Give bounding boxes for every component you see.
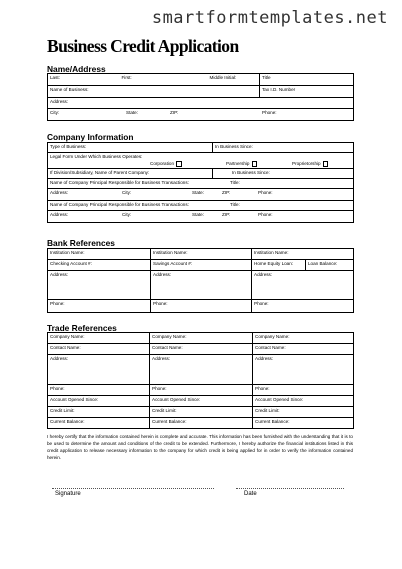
section-heading-trade-references: Trade References [47, 323, 117, 333]
principal-2-field[interactable]: Name of Company Principal Responsible for Business Transactions: Title: [48, 201, 354, 211]
principal-1-field[interactable]: Name of Company Principal Responsible for Business Transactions: Title: [48, 179, 354, 189]
trade-2-credit-limit[interactable]: Credit Limit: [150, 407, 253, 418]
trade-1-phone[interactable]: Phone: [48, 385, 150, 396]
bank-3-phone[interactable]: Phone: [252, 300, 354, 313]
principal-1-address-row[interactable]: Address: City: State: ZIP: Phone: [48, 189, 354, 201]
title-field[interactable]: Title [260, 74, 354, 86]
trade-2-current-balance[interactable]: Current Balance: [150, 418, 253, 429]
name-address-table [47, 73, 354, 121]
partnership-checkbox[interactable] [252, 161, 258, 167]
page-title: Business Credit Application [47, 36, 239, 56]
proprietorship-checkbox[interactable] [323, 161, 329, 167]
proprietorship-option[interactable]: Proprietorship [292, 161, 328, 167]
trade-2-address[interactable]: Address: [150, 355, 253, 385]
site-watermark: smartformtemplates.net [151, 8, 388, 28]
trade-1-address[interactable]: Address: [48, 355, 150, 385]
address-field[interactable]: Address: [48, 98, 354, 109]
section-heading-company-info: Company Information [47, 132, 134, 142]
tax-id-field[interactable]: Tax I.D. Number [260, 86, 354, 98]
date-line[interactable] [236, 488, 344, 489]
city-state-zip-phone-row[interactable]: City: State: ZIP: Phone: [48, 109, 354, 121]
trade-1-account-opened[interactable]: Account Opened Since: [48, 396, 150, 407]
certification-statement: I hereby certify that the information contained herein is complete and accurate. This information has been furnished with the understanding that it is to be used to determine the amount and conditions of the credit to be extended. Furthermore, I hereby authorize the financial institutions listed in this credit application to release necessary information to the company for which credit is being applied for in order to verify the information contained herein. [47, 434, 353, 460]
home-equity-loan-field[interactable]: Home Equity Loan: [252, 260, 306, 271]
partnership-option[interactable]: Partnership [226, 161, 257, 167]
business-name-field[interactable]: Name of Business: [48, 86, 260, 98]
trade-3-address[interactable]: Address: [253, 355, 354, 385]
trade-3-contact-name[interactable]: Contact Name: [253, 344, 354, 355]
bank-1-phone[interactable]: Phone: [48, 300, 151, 313]
bank-1-address[interactable]: Address: [48, 271, 151, 300]
checking-account-field[interactable]: Checking Account #: [48, 260, 151, 271]
section-heading-bank-references: Bank References [47, 238, 115, 248]
savings-account-field[interactable]: Savings Account #: [151, 260, 252, 271]
principal-2-address-row[interactable]: Address: City: State: ZIP: Phone: [48, 211, 354, 223]
trade-1-company-name[interactable]: Company Name: [48, 333, 150, 344]
first-name-field[interactable]: First: [120, 74, 208, 86]
bank-references-table [47, 248, 354, 313]
trade-1-contact-name[interactable]: Contact Name: [48, 344, 150, 355]
trade-3-account-opened[interactable]: Account Opened Since: [253, 396, 354, 407]
bank-1-institution-name[interactable]: Institution Name: [48, 249, 151, 260]
bank-2-address[interactable]: Address: [151, 271, 252, 300]
middle-initial-field[interactable]: Middle Initial: [208, 74, 260, 86]
trade-2-contact-name[interactable]: Contact Name: [150, 344, 253, 355]
parent-company-field[interactable]: If Division/Subsidiary, Name of Parent Company: [48, 169, 213, 179]
trade-2-phone[interactable]: Phone: [150, 385, 253, 396]
last-name-field[interactable]: Last: [48, 74, 120, 86]
date-label: Date [244, 491, 257, 497]
in-business-since-field[interactable]: In Business Since: [213, 143, 354, 153]
corporation-option[interactable]: Corporation [150, 161, 182, 167]
trade-3-phone[interactable]: Phone: [253, 385, 354, 396]
trade-3-current-balance[interactable]: Current Balance: [253, 418, 354, 429]
corporation-checkbox[interactable] [176, 161, 182, 167]
company-info-table [47, 142, 354, 223]
trade-3-company-name[interactable]: Company Name: [253, 333, 354, 344]
trade-1-credit-limit[interactable]: Credit Limit: [48, 407, 150, 418]
signature-line[interactable] [52, 488, 214, 489]
trade-references-table [47, 332, 354, 429]
parent-in-business-since-field[interactable]: In Business Since: [213, 169, 354, 179]
bank-3-address[interactable]: Address: [252, 271, 354, 300]
trade-1-current-balance[interactable]: Current Balance: [48, 418, 150, 429]
trade-2-company-name[interactable]: Company Name: [150, 333, 253, 344]
bank-2-phone[interactable]: Phone: [151, 300, 252, 313]
bank-3-institution-name[interactable]: Institution Name: [252, 249, 354, 260]
section-heading-name-address: Name/Address [47, 64, 106, 74]
loan-balance-field[interactable]: Loan Balance: [306, 260, 354, 271]
signature-label: Signature [55, 491, 81, 497]
type-of-business-field[interactable]: Type of Business: [48, 143, 213, 153]
bank-2-institution-name[interactable]: Institution Name: [151, 249, 252, 260]
trade-2-account-opened[interactable]: Account Opened Since: [150, 396, 253, 407]
trade-3-credit-limit[interactable]: Credit Limit: [253, 407, 354, 418]
legal-form-field[interactable]: Legal Form Under Which Business Operates: Corporation Partnership Proprietorship [48, 153, 354, 169]
